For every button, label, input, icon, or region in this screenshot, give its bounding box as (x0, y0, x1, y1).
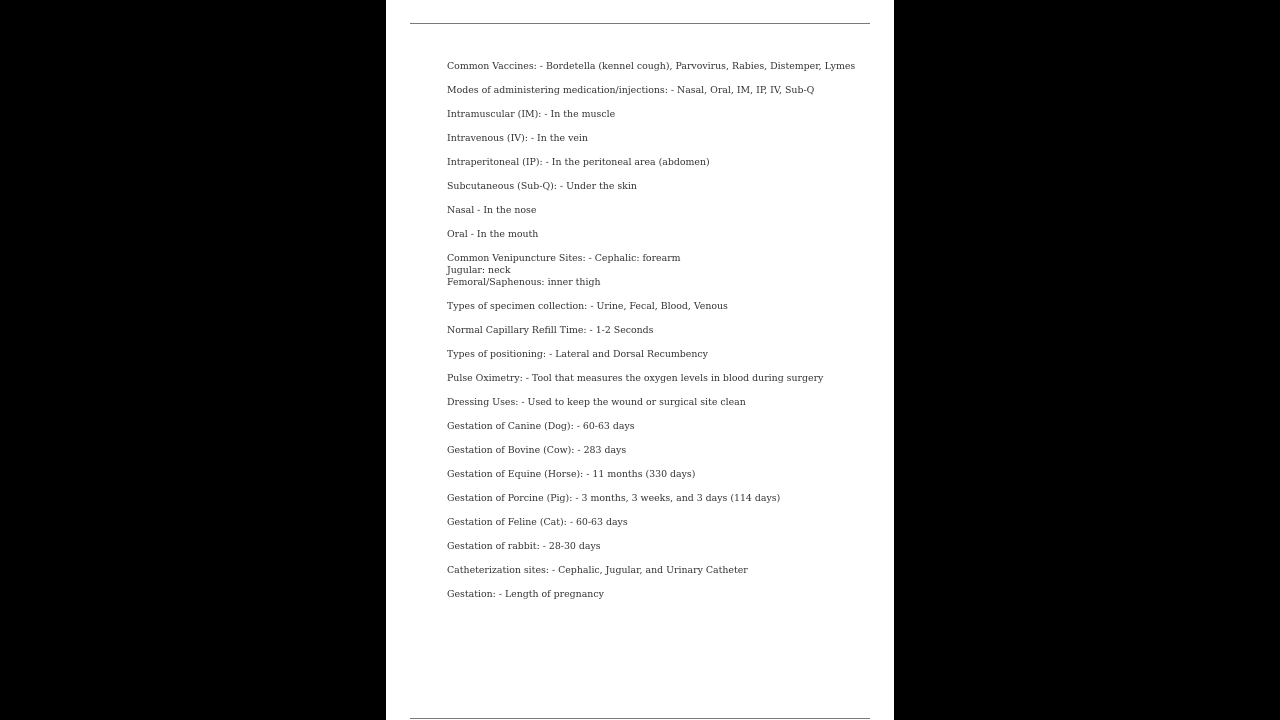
entry-gestation-rabbit: Gestation of rabbit: - 28-30 days (447, 541, 601, 552)
entry-common-vaccines: Common Vaccines: - Bordetella (kennel cough), Parvovirus, Rabies, Distemper, Lymes (447, 61, 856, 72)
entry-gestation-equine: Gestation of Equine (Horse): - 11 months (330 days) (447, 469, 696, 480)
entry-oral: Oral - In the mouth (447, 229, 539, 240)
top-rule (410, 23, 870, 24)
page-content (447, 61, 877, 613)
entry-gestation-porcine: Gestation of Porcine (Pig): - 3 months, 3 weeks, and 3 days (114 days) (447, 493, 781, 504)
entry-gestation-definition: Gestation: - Length of pregnancy (447, 589, 604, 600)
entry-specimen-collection: Types of specimen collection: - Urine, Fecal, Blood, Venous (447, 301, 728, 312)
entry-positioning: Types of positioning: - Lateral and Dorsal Recumbency (447, 349, 708, 360)
entry-venipuncture-sites (447, 253, 877, 289)
entry-modes-of-administering: Modes of administering medication/injections: - Nasal, Oral, IM, IP, IV, Sub-Q (447, 85, 815, 96)
entry-intramuscular: Intramuscular (IM): - In the muscle (447, 109, 616, 120)
entry-gestation-bovine: Gestation of Bovine (Cow): - 283 days (447, 445, 627, 456)
entry-subcutaneous: Subcutaneous (Sub-Q): - Under the skin (447, 181, 637, 192)
venipuncture-line-femoral: Femoral/Saphenous: inner thigh (447, 277, 601, 288)
document-page (386, 0, 894, 720)
entry-capillary-refill: Normal Capillary Refill Time: - 1-2 Seconds (447, 325, 654, 336)
entry-dressing-uses: Dressing Uses: - Used to keep the wound or surgical site clean (447, 397, 746, 408)
entry-intravenous: Intravenous (IV): - In the vein (447, 133, 588, 144)
entry-pulse-oximetry: Pulse Oximetry: - Tool that measures the oxygen levels in blood during surgery (447, 373, 824, 384)
bottom-rule (410, 718, 870, 719)
venipuncture-line-cephalic: Common Venipuncture Sites: - Cephalic: forearm (447, 253, 681, 264)
entry-intraperitoneal: Intraperitoneal (IP): - In the peritoneal area (abdomen) (447, 157, 710, 168)
entry-gestation-feline: Gestation of Feline (Cat): - 60-63 days (447, 517, 628, 528)
venipuncture-line-jugular: Jugular: neck (447, 265, 511, 276)
entry-nasal: Nasal - In the nose (447, 205, 537, 216)
entry-catheterization-sites: Catheterization sites: - Cephalic, Jugular, and Urinary Catheter (447, 565, 748, 576)
entry-gestation-canine: Gestation of Canine (Dog): - 60-63 days (447, 421, 635, 432)
